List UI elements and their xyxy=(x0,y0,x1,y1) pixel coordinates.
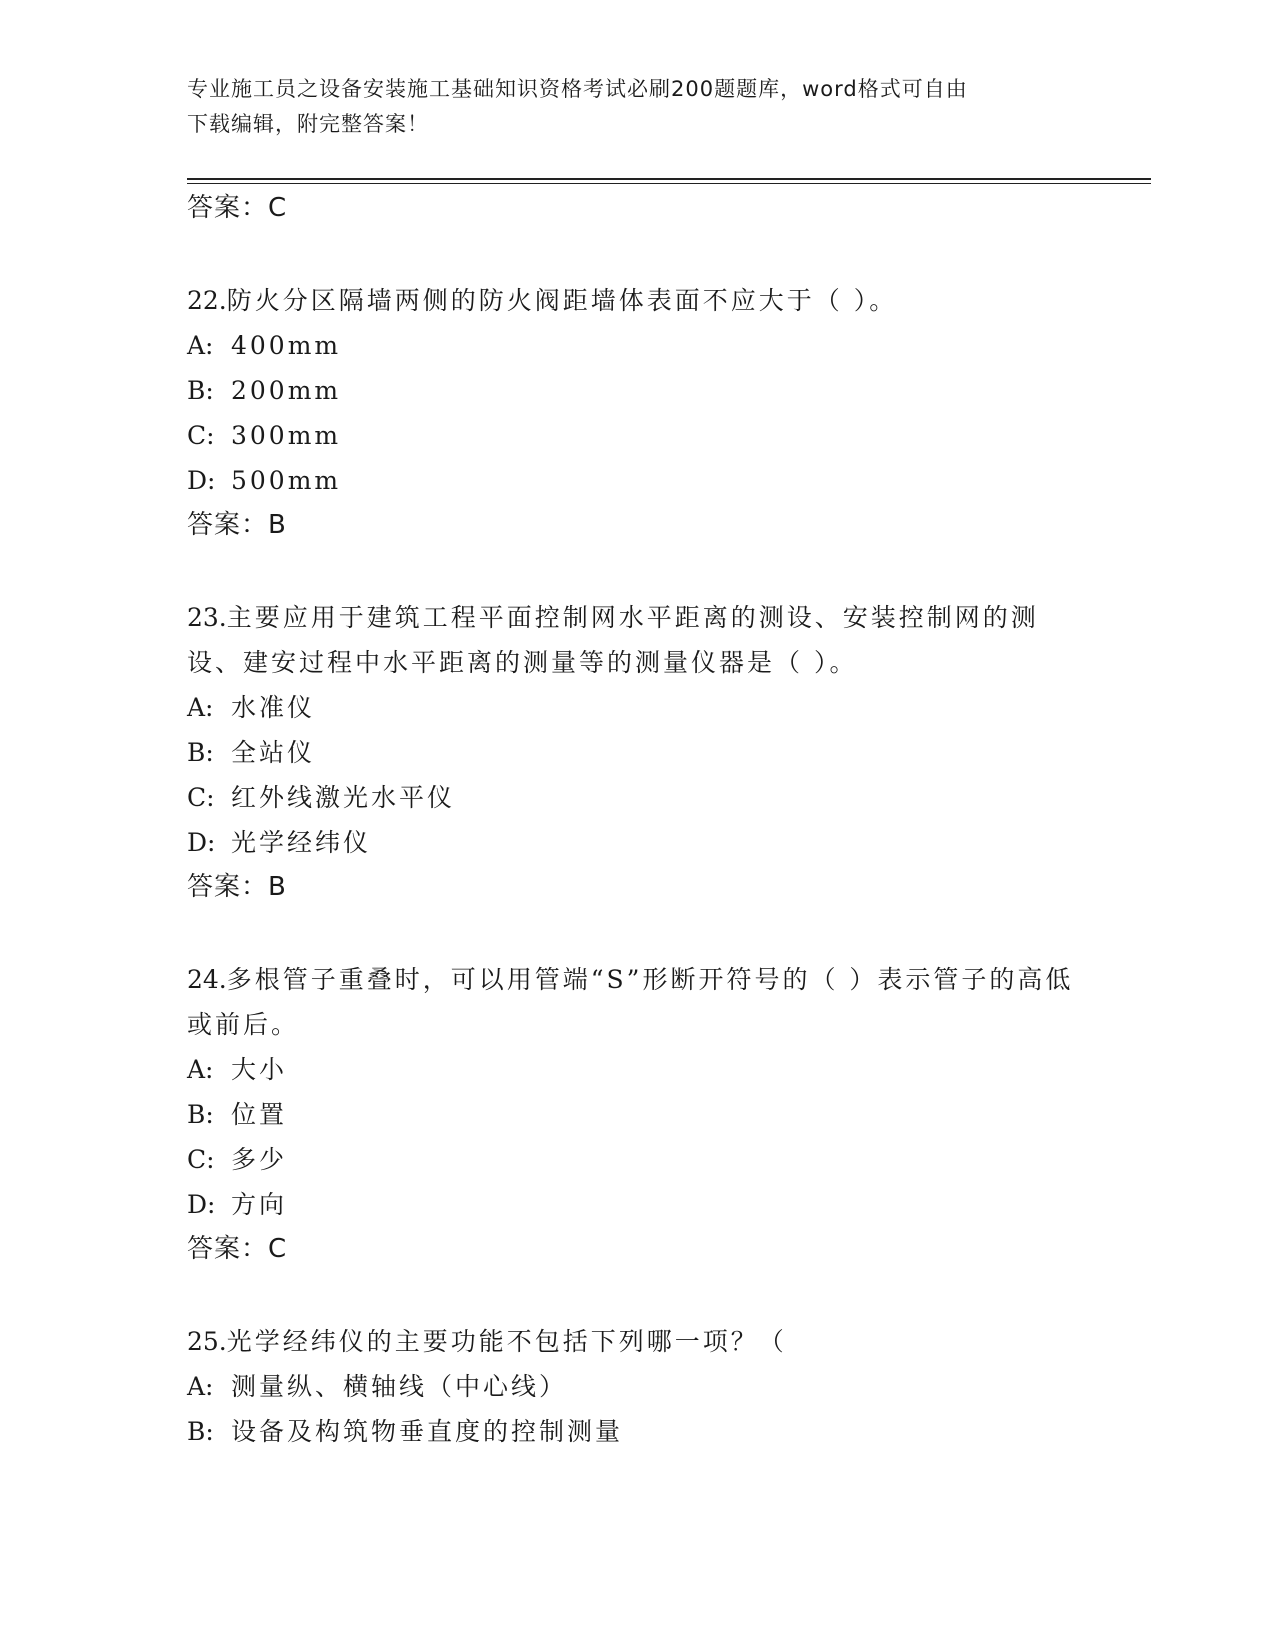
question-stem xyxy=(187,1319,1087,1364)
option-letter: D: xyxy=(187,1190,216,1219)
question-number: 23. xyxy=(187,603,227,632)
header-line-2: 下载编辑，附完整答案！ xyxy=(187,112,429,136)
option-d xyxy=(187,820,1087,865)
question-23 xyxy=(187,595,1087,910)
question-text: 光学经纬仪的主要功能不包括下列哪一项？（ xyxy=(226,1327,787,1356)
question-text: 多根管子重叠时，可以用管端“S”形断开符号的（ ）表示管子的高低或前后。 xyxy=(187,965,1074,1039)
option-text: 多少 xyxy=(231,1145,288,1174)
option-a xyxy=(187,1364,1087,1409)
question-text: 防火分区隔墙两侧的防火阀距墙体表面不应大于（ ）。 xyxy=(226,286,898,315)
option-letter: D: xyxy=(187,828,216,857)
option-d xyxy=(187,1182,1087,1227)
option-letter: C: xyxy=(187,783,215,812)
question-25 xyxy=(187,1319,1087,1454)
option-text: 光学经纬仪 xyxy=(231,828,372,857)
question-text: 主要应用于建筑工程平面控制网水平距离的测设、安装控制网的测设、建安过程中水平距离的测量等的测量仪器是（ ）。 xyxy=(187,603,1039,677)
question-stem xyxy=(187,595,1087,685)
option-letter: C: xyxy=(187,421,215,450)
option-text: 红外线激光水平仪 xyxy=(231,783,456,812)
header-divider xyxy=(187,178,1151,184)
option-letter: D: xyxy=(187,466,216,495)
option-letter: C: xyxy=(187,1145,215,1174)
option-text: 300mm xyxy=(231,421,342,450)
option-a xyxy=(187,1047,1087,1092)
answer-line: 答案：B xyxy=(187,872,287,902)
option-text: 位置 xyxy=(231,1100,288,1129)
option-b xyxy=(187,1409,1087,1454)
option-a xyxy=(187,323,1087,368)
question-stem xyxy=(187,957,1087,1047)
question-22 xyxy=(187,278,1087,548)
option-letter: B: xyxy=(187,1100,214,1129)
question-number: 22. xyxy=(187,286,227,315)
option-a xyxy=(187,685,1087,730)
option-d xyxy=(187,458,1087,503)
option-text: 测量纵、横轴线（中心线） xyxy=(231,1372,568,1401)
option-letter: A: xyxy=(187,1372,214,1401)
page-header xyxy=(187,72,1067,142)
option-text: 400mm xyxy=(231,331,342,360)
option-b xyxy=(187,368,1087,413)
option-letter: B: xyxy=(187,1417,214,1446)
answer-line: 答案：C xyxy=(187,193,288,223)
option-text: 全站仪 xyxy=(231,738,316,767)
header-line-1: 专业施工员之设备安装施工基础知识资格考试必刷200题题库，word格式可自由 xyxy=(187,77,968,101)
option-text: 500mm xyxy=(231,466,342,495)
option-text: 设备及构筑物垂直度的控制测量 xyxy=(231,1417,624,1446)
option-letter: A: xyxy=(187,693,214,722)
option-letter: A: xyxy=(187,331,214,360)
option-letter: B: xyxy=(187,738,214,767)
option-b xyxy=(187,730,1087,775)
question-stem xyxy=(187,278,1087,323)
question-number: 24. xyxy=(187,965,227,994)
answer-line: 答案：B xyxy=(187,510,287,540)
option-text: 方向 xyxy=(231,1190,288,1219)
option-letter: B: xyxy=(187,376,214,405)
question-list xyxy=(187,186,1087,1501)
option-c xyxy=(187,775,1087,820)
option-c xyxy=(187,413,1087,458)
option-letter: A: xyxy=(187,1055,214,1084)
option-text: 大小 xyxy=(231,1055,288,1084)
option-text: 200mm xyxy=(231,376,342,405)
option-text: 水准仪 xyxy=(231,693,316,722)
option-b xyxy=(187,1092,1087,1137)
option-c xyxy=(187,1137,1087,1182)
answer-line: 答案：C xyxy=(187,1234,288,1264)
question-24 xyxy=(187,957,1087,1272)
question-number: 25. xyxy=(187,1327,227,1356)
